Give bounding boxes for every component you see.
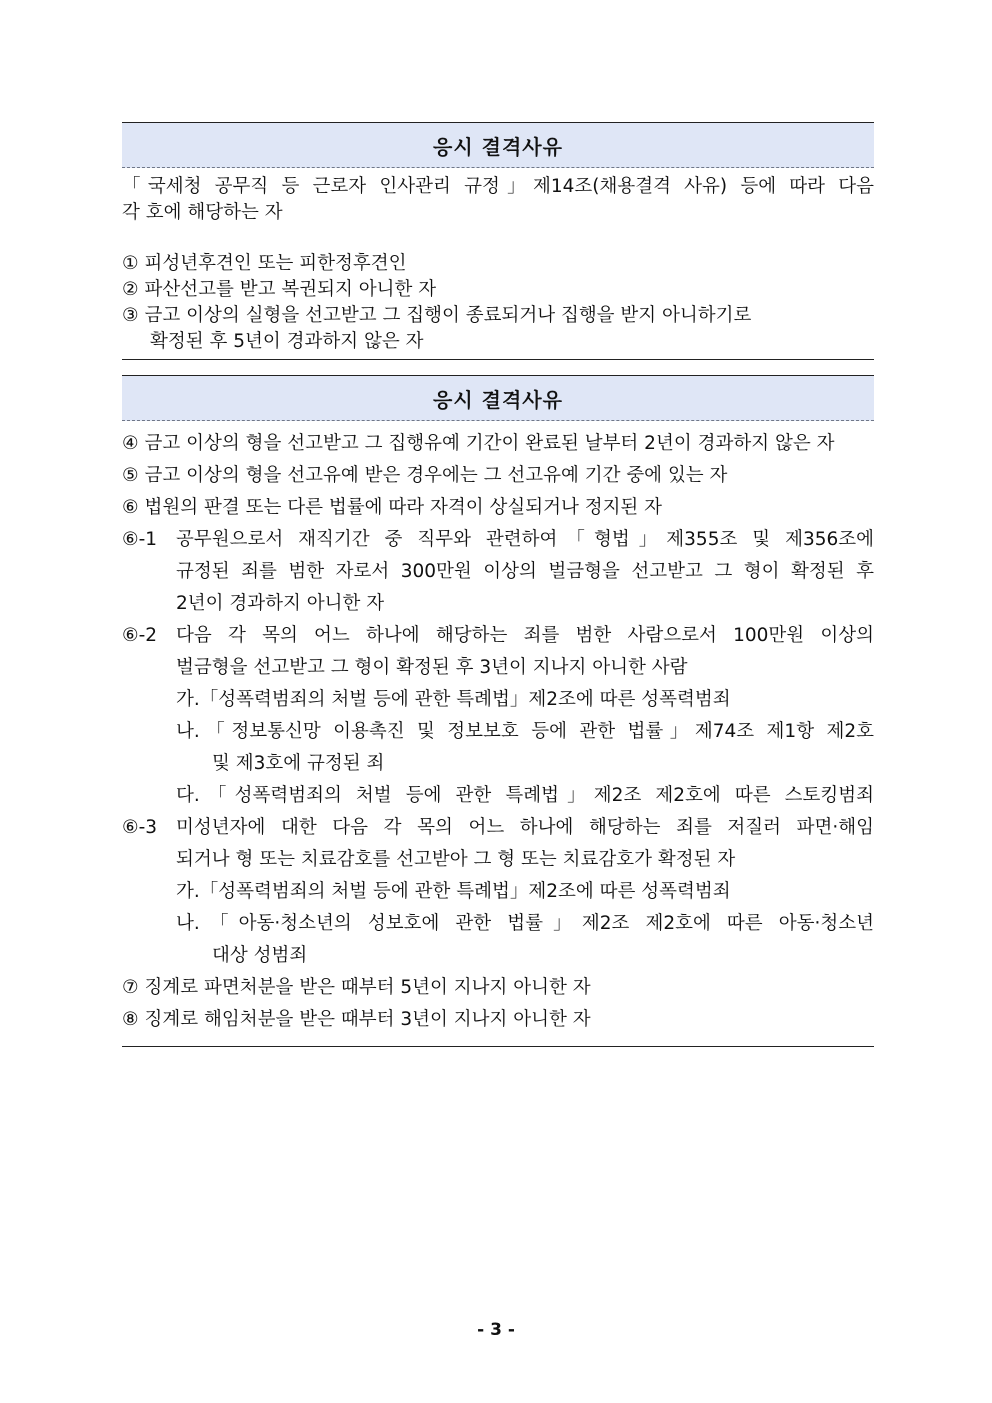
intro-line-1: 「국세청 공무직 등 근로자 인사관리 규정」제14조(채용결격 사유) 등에 따라 다음 <box>122 176 874 197</box>
item-number: ④ <box>122 433 139 454</box>
list-item <box>122 303 874 329</box>
item-number: ① <box>122 253 139 274</box>
list-item <box>122 251 874 277</box>
list-item <box>122 1007 874 1033</box>
item-number: ⑦ <box>122 977 139 998</box>
item-number: ⑤ <box>122 465 139 486</box>
item-6-1-line-3: 2년이 경과하지 아니한 자 <box>176 593 385 614</box>
intro-line-2: 각 호에 해당하는 자 <box>122 202 283 223</box>
item-6-1-line-2: 규정된 죄를 범한 자로서 300만원 이상의 벌금형을 선고받고 그 형이 확정된 후 <box>176 561 874 582</box>
item-text: 징계로 해임처분을 받은 때부터 3년이 지나지 아니한 자 <box>144 1009 591 1030</box>
item-text: 피성년후견인 또는 피한정후견인 <box>144 253 407 274</box>
item-text: 징계로 파면처분을 받은 때부터 5년이 지나지 아니한 자 <box>144 977 591 998</box>
item-text: 법원의 판결 또는 다른 법률에 따라 자격이 상실되거나 정지된 자 <box>144 497 663 518</box>
item-text: 금고 이상의 실형을 선고받고 그 집행이 종료되거나 집행을 받지 아니하기로 <box>144 305 752 326</box>
item-number: ③ <box>122 305 139 326</box>
disqualification-box-2 <box>122 375 874 1047</box>
item-6-2-sub-da: 다.「성폭력범죄의 처벌 등에 관한 특례법」제2조 제2호에 따른 스토킹범죄 <box>176 785 874 806</box>
item-number: ⑥ <box>122 497 139 518</box>
item-number: ⑥-3 <box>122 817 158 838</box>
item-6-3-sub-na-cont: 대상 성범죄 <box>212 945 308 966</box>
item-6-1-line-1: 공무원으로서 재직기간 중 직무와 관련하여「형법」제355조 및 제356조에 <box>176 529 874 550</box>
item-number: ⑥-1 <box>122 529 158 550</box>
section-1-title: 응시 결격사유 <box>122 123 874 168</box>
item-6-3-line-1: 미성년자에 대한 다음 각 목의 어느 하나에 해당하는 죄를 저질러 파면·해임 <box>176 817 874 838</box>
disqualification-box-1 <box>122 122 874 360</box>
item-text: 금고 이상의 형을 선고유예 받은 경우에는 그 선고유예 기간 중에 있는 자 <box>144 465 728 486</box>
item-number: ② <box>122 279 139 300</box>
item-number: ⑧ <box>122 1009 139 1030</box>
list-item <box>122 463 874 489</box>
item-6-3-line-2: 되거나 형 또는 치료감호를 선고받아 그 형 또는 치료감호가 확정된 자 <box>176 849 736 870</box>
page-number: - 3 - <box>477 1320 515 1340</box>
item-6-2-line-1: 다음 각 목의 어느 하나에 해당하는 죄를 범한 사람으로서 100만원 이상의 <box>176 625 874 646</box>
item-text: 파산선고를 받고 복권되지 아니한 자 <box>144 279 437 300</box>
item-text: 금고 이상의 형을 선고받고 그 집행유예 기간이 완료된 날부터 2년이 경과하지 않은 자 <box>144 433 835 454</box>
item-number: ⑥-2 <box>122 625 158 646</box>
item-6-2-sub-na: 나.「정보통신망 이용촉진 및 정보보호 등에 관한 법률」제74조 제1항 제2호 <box>176 721 874 742</box>
item-6-2-line-2: 벌금형을 선고받고 그 형이 확정된 후 3년이 지나지 아니한 사람 <box>176 657 688 678</box>
list-item <box>122 277 874 303</box>
item-6-3-sub-na: 나.「아동·청소년의 성보호에 관한 법률」제2조 제2호에 따른 아동·청소년 <box>176 913 874 934</box>
item-continuation: 확정된 후 5년이 경과하지 않은 자 <box>150 331 424 352</box>
item-6-2-sub-na-cont: 및 제3호에 규정된 죄 <box>212 753 385 774</box>
list-item <box>122 495 874 521</box>
item-6-2-sub-ga: 가.「성폭력범죄의 처벌 등에 관한 특례법」제2조에 따른 성폭력범죄 <box>176 689 731 710</box>
item-6-3-sub-ga: 가.「성폭력범죄의 처벌 등에 관한 특례법」제2조에 따른 성폭력범죄 <box>176 881 731 902</box>
section-2-title: 응시 결격사유 <box>122 376 874 421</box>
list-item <box>122 431 874 457</box>
list-item <box>122 975 874 1001</box>
